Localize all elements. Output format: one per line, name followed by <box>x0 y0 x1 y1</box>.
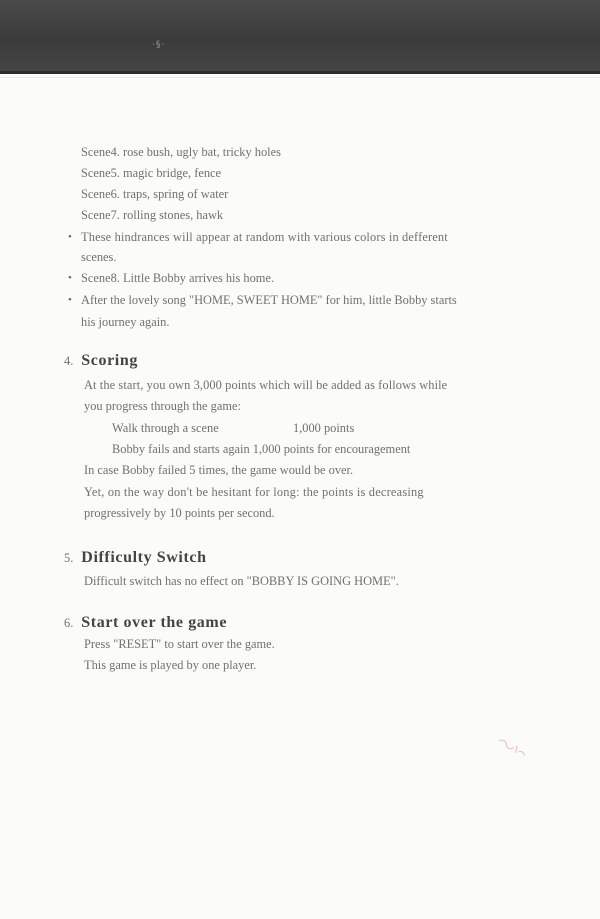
start-over-line-1: Press "RESET" to start over the game. <box>84 637 275 651</box>
fail-line: Bobby fails and starts again 1,000 points for encouragement <box>112 442 411 456</box>
walk-label: Walk through a scene <box>112 421 219 435</box>
bullet-dot-icon: • <box>68 272 72 284</box>
start-over-line-2: This game is played by one player. <box>84 658 257 672</box>
scoring-intro-line-2: you progress through the game: <box>84 399 241 413</box>
yet-line-1: Yet, on the way don't be hesitant for long: the points is decreasing <box>84 485 424 499</box>
section-number: 4. <box>64 354 74 368</box>
scene5-line: Scene5. magic bridge, fence <box>81 166 222 180</box>
section-number: 5. <box>64 551 74 565</box>
faint-stamp-mark <box>495 733 532 761</box>
header-mark: ·§· <box>152 40 166 50</box>
bullet-dot-icon: • <box>68 294 72 306</box>
scene6-line: Scene6. traps, spring of water <box>81 187 229 201</box>
hindrances-line-2: scenes. <box>81 250 117 264</box>
bullet-dot-icon: • <box>68 231 72 243</box>
song-line-1: After the lovely song "HOME, SWEET HOME" for him, little Bobby starts <box>81 293 457 307</box>
top-dark-band <box>0 0 600 74</box>
difficulty-heading <box>64 548 207 568</box>
song-line-2: his journey again. <box>81 315 170 329</box>
section-title: Scoring <box>81 352 138 369</box>
scene8-line: Scene8. Little Bobby arrives his home. <box>81 271 275 285</box>
case-line: In case Bobby failed 5 times, the game would be over. <box>84 463 354 477</box>
difficulty-body: Difficult switch has no effect on "BOBBY IS GOING HOME". <box>84 574 399 588</box>
section-title: Start over the game <box>81 614 228 631</box>
band-edge <box>0 71 600 74</box>
scene7-line: Scene7. rolling stones, hawk <box>81 208 224 222</box>
yet-line-2: progressively by 10 points per second. <box>84 506 275 520</box>
section-title: Difficulty Switch <box>81 549 207 566</box>
scene4-line: Scene4. rose bush, ugly bat, tricky holes <box>81 145 281 159</box>
scoring-heading <box>64 351 138 371</box>
walk-points: 1,000 points <box>293 421 355 435</box>
scoring-intro-line-1: At the start, you own 3,000 points which will be added as follows while <box>84 378 448 392</box>
hindrances-line-1: These hindrances will appear at random with various colors in defferent <box>81 230 448 244</box>
divider <box>0 77 600 78</box>
section-number: 6. <box>64 616 74 630</box>
start-over-heading <box>64 613 227 633</box>
